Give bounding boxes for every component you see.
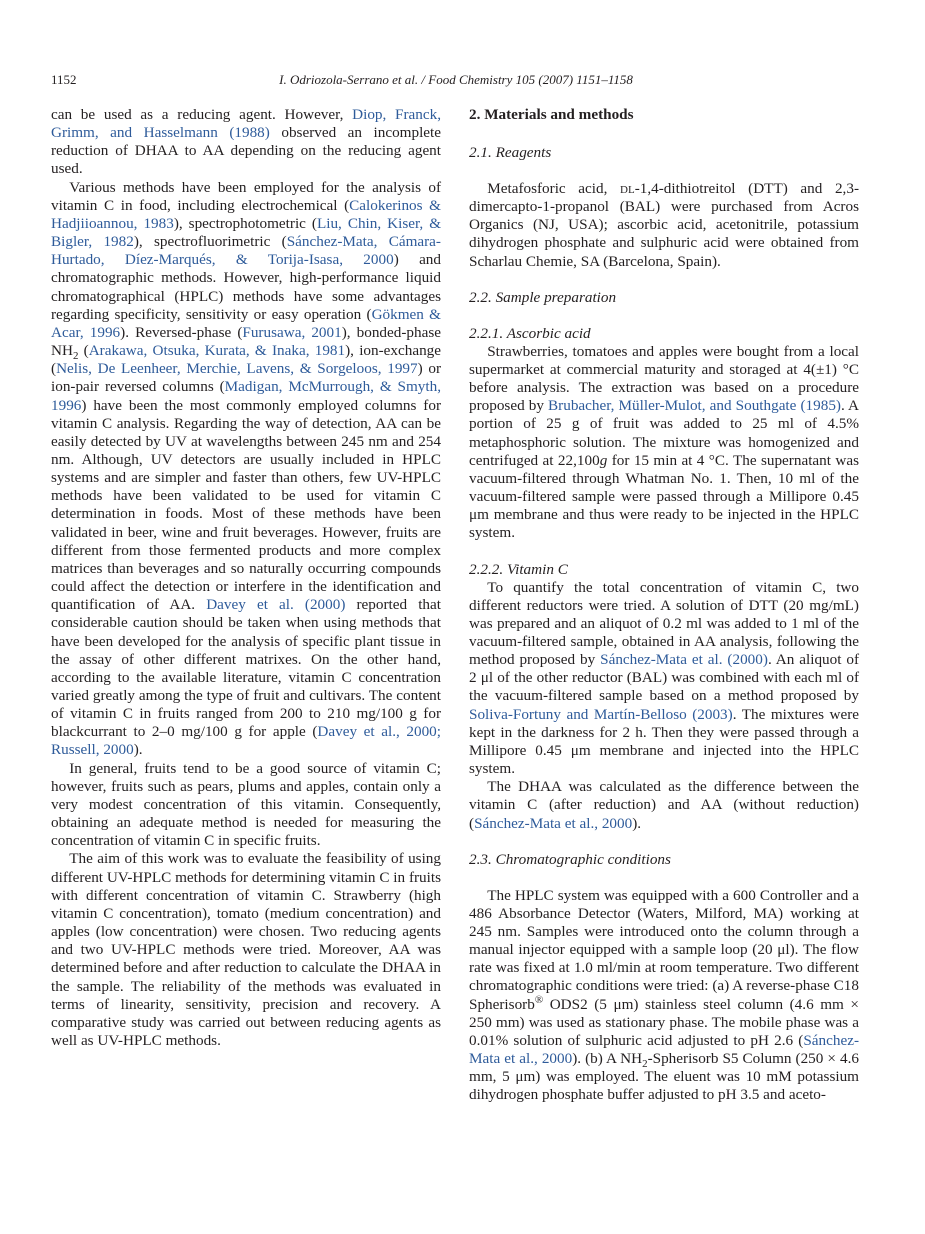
citation-link[interactable]: Nelis, De Leenheer, Merchie, Lavens, & Sorgeloos, 1997	[56, 360, 418, 378]
subsubsection-heading: 2.2.1. Ascorbic acid	[469, 324, 591, 342]
paragraph-intro-continued: can be used as a reducing agent. However, Diop, Franck, Grimm, and Hasselmann (1988) observed an incomplete reduction of DHAA to AA depending on the reducing agent used.	[51, 106, 441, 178]
citation-link[interactable]: Sánchez-Mata et al. (2000)	[600, 651, 768, 669]
paragraph-dhaa: The DHAA was calculated as the difference between the vitamin C (after reduction) and AA (without reduction) (Sánchez-Mata et al., 2000).	[469, 778, 859, 832]
citation-link[interactable]: Davey et al. (2000)	[206, 596, 346, 614]
citation-link[interactable]: Madigan, McMurrough, & Smyth, 1996	[51, 378, 441, 414]
citation-link[interactable]: Arakawa, Otsuka, Kurata, & Inaka, 1981	[88, 342, 346, 360]
right-column	[469, 106, 859, 1105]
citation-link[interactable]: Sánchez-Mata et al., 2000	[469, 1031, 859, 1068]
citation-link[interactable]: Diop, Franck, Grimm, and Hasselmann (1988)	[51, 106, 441, 142]
citation-link[interactable]: Sánchez-Mata, Cámara-Hurtado, Díez-Marqués, & Torija-Isasa, 2000	[51, 233, 441, 269]
paragraph-chromatographic: The HPLC system was equipped with a 600 Controller and a 486 Absorbance Detector (Waters, Milford, MA) working at 245 nm. Samples were introduced onto the column through a manual injector equipped with a sample loop (20 μl). The flow rate was fixed at 1.0 ml/min at room temperature. Two different chromatographic conditions were tried: (a) A reverse-phase C18 Spherisorb® ODS2 (5 μm) stainless steel column (4.6 mm × 250 mm) was used as stationary phase. The mobile phase was a 0.01% solution of sulphuric acid adjusted to pH 2.6 (Sánchez-Mata et al., 2000). (b) A $NH_2$-Spherisorb S5 Column (250 × 4.6 mm, 5 μm) was employed. The eluent was 10 mM potassium dihydrogen phosphate buffer adjusted to pH 3.5 and aceto-	[469, 886, 859, 1104]
subsection-heading: 2.3. Chromatographic conditions	[469, 850, 671, 868]
subsection-heading: 2.1. Reagents	[469, 144, 552, 161]
section-heading: 2. Materials and methods	[469, 106, 634, 123]
paragraph-ascorbic-acid: Strawberries, tomatoes and apples were bought from a local supermarket at commercial maturity and storaged at 4(±1) °C before analysis. The extraction was based on a procedure proposed by Brubacher, Müller-Mulot, and Southgate (1985). A portion of 25 g of fruit was added to 25 ml of 4.5% metaphosphoric solution. The mixture was homogenized and centrifuged at 22,100g for 15 min at 4 °C. The supernatant was vacuum-filtered through Whatman No. 1. Then, 10 ml of the vacuum-filtered sample were passed through a Millipore 0.45 μm membrane and thus were ready to be injected in the HPLC system.	[469, 342, 859, 542]
citation-link[interactable]: Liu, Chin, Kiser, & Bigler, 1982	[51, 214, 442, 251]
page-number: 1152	[51, 72, 77, 87]
paragraph-aim: The aim of this work was to evaluate the feasibility of using different UV-HPLC methods for determining vitamin C in fruits with different concentration of vitamin C. Strawberry (high vitamin C concentration), tomato (medium concentration) and apples (low concentration) were chosen. Two reducing agents and two UV-HPLC methods were tried. Moreover, AA was determined before and after reduction to calculate the DHAA in the sample. The reliability of the methods was evaluated in terms of linearity, sensitivity, precision and recovery. A comparative study was carried out between reducing agents as well as UV-HPLC methods.	[51, 850, 441, 1049]
citation-link[interactable]: Calokerinos & Hadjiioannou, 1983	[51, 196, 441, 232]
paragraph-fruits: In general, fruits tend to be a good source of vitamin C; however, fruits such as pears, plums and apples, contain only a very modest concentration of this vitamin. Consequently, obtaining an adequate method is needed for measuring the concentration of vitamin C in specific fruits.	[51, 759, 441, 850]
paragraph-reagents: Metafosforic acid, dl-1,4-dithiotreitol (DTT) and 2,3-dimercapto-1-propanol (BAL) were purchased from Acros Organics (NJ, USA); ascorbic acid, acetonitrile, potassium dihydrogen phosphate and sulphuric acid were obtained from Scharlau Chemie, SA (Barcelona, Spain).	[469, 180, 860, 270]
page-header	[51, 70, 861, 90]
citation-link[interactable]: Gökmen & Acar, 1996	[51, 305, 441, 341]
citation-link[interactable]: Sánchez-Mata et al., 2000	[474, 814, 633, 832]
paragraph-methods-review: Various methods have been employed for the analysis of vitamin C in food, including electrochemical (Calokerinos & Hadjiioannou, 1983), spectrophotometric (Liu, Chin, Kiser, & Bigler, 1982), spectrofluorimetric (Sánchez-Mata, Cámara-Hurtado, Díez-Marqués, & Torija-Isasa, 2000) and chromatographic methods. However, high-performance liquid chromatographical (HPLC) methods have some advantages regarding specificity, sensitivity or easy operation (Gökmen & Acar, 1996). Reversed-phase (Furusawa, 2001), bonded-phase $NH_2$ (Arakawa, Otsuka, Kurata, & Inaka, 1981), ion-exchange (Nelis, De Leenheer, Merchie, Lavens, & Sorgeloos, 1997) or ion-pair reversed columns (Madigan, McMurrough, & Smyth, 1996) have been the most commonly employed columns for vitamin C analysis. Regarding the way of detection, AA can be easily detected by UV at wavelengths between 245 nm and 254 nm. Although, UV detectors are usually included in HPLC systems and are simpler and faster than others, few UV-HPLC methods have been validated to be used for vitamin C determination in foods. Most of these methods have been validated in beer, wine and fruit beverages. However, fruits are different from those fermented products and more complex matrices than beverages and so naturally occurring compounds could affect the detection or interfere in the identification and quantification of AA. Davey et al. (2000) reported that considerable caution should be taken when using methods that have been developed for the analysis of specific plant tissue in the assay of other different matrixes. On the other hand, according to the available literature, vitamin C concentration varied greatly among the type of fruit and cultivars. The content of vitamin C in fruits ranged from 200 to 210 mg/100 g for blackcurrant to 2–0 mg/100 g for apple (Davey et al., 2000; Russell, 2000).	[51, 178, 442, 759]
citation-link[interactable]: Soliva-Fortuny and Martín-Belloso (2003)	[469, 705, 733, 723]
subsubsection-heading: 2.2.2. Vitamin C	[469, 560, 568, 578]
left-column	[51, 106, 441, 1050]
citation-link[interactable]: Davey et al., 2000; Russell, 2000	[51, 723, 441, 759]
paragraph-vitamin-c: To quantify the total concentration of vitamin C, two different reductors were tried. A solution of DTT (20 mg/mL) was prepared and an aliquot of 0.2 ml was added to 1 ml of the vacuum-filtered sample, obtained in AA analysis, following the method proposed by Sánchez-Mata et al. (2000). An aliquot of 2 μl of the other reductor (BAL) was combined with each ml of the vacuum-filtered sample based on a method proposed by Soliva-Fortuny and Martín-Belloso (2003). The mixtures were kept in the darkness for 2 h. Then they were passed through a Millipore 0.45 μm membrane and injected into the HPLC system.	[469, 578, 860, 778]
citation-link[interactable]: Brubacher, Müller-Mulot, and Southgate (1985)	[548, 397, 841, 415]
running-head: I. Odriozola-Serrano et al. / Food Chemistry 105 (2007) 1151–1158	[279, 72, 633, 87]
citation-link[interactable]: Furusawa, 2001	[242, 323, 342, 341]
subsection-heading: 2.2. Sample preparation	[469, 288, 617, 306]
